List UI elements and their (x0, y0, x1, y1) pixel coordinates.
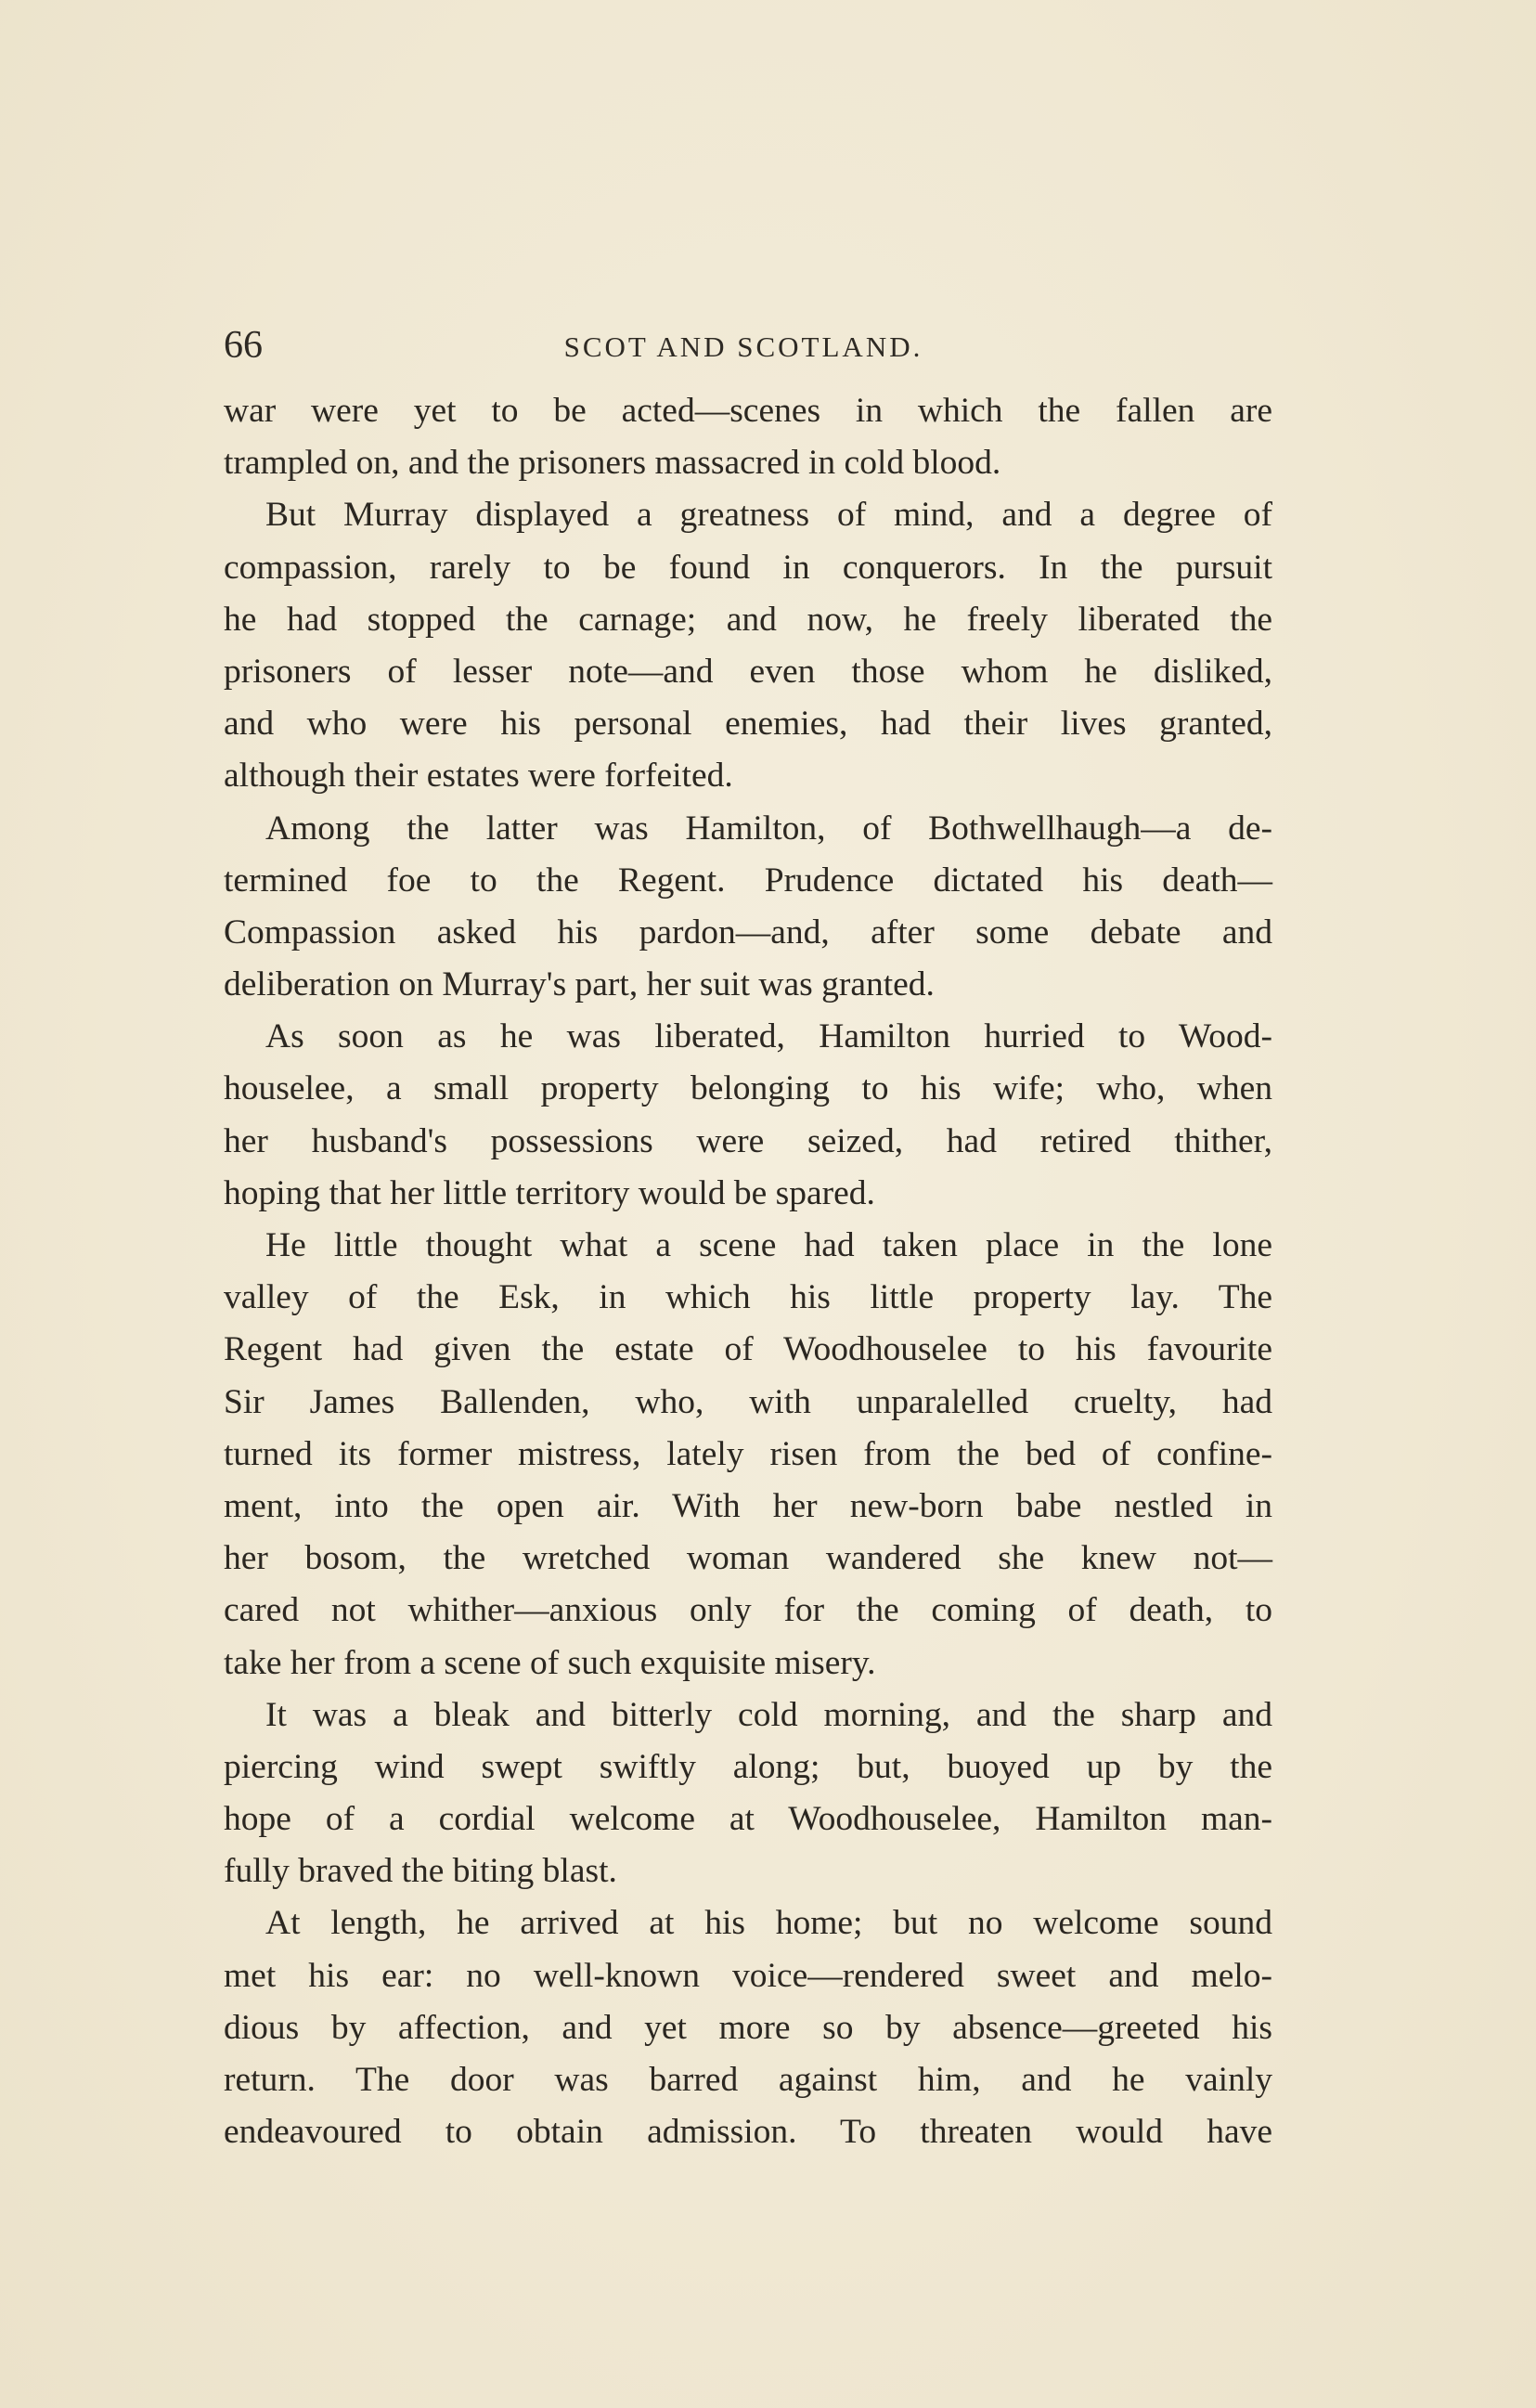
text-line: return. The door was barred against him, and he vainly (224, 2061, 1272, 2099)
text-line: although their estates were forfeited. (224, 757, 733, 796)
text-line: It was a bleak and bitterly cold morning, and the sharp and (265, 1695, 1272, 1734)
text-line: her husband's possessions were seized, had retired thither, (224, 1121, 1272, 1160)
text-line: turned its former mistress, lately risen from the bed of confine- (224, 1434, 1272, 1473)
text-line: cared not whither—anxious only for the coming of death, to (224, 1591, 1272, 1630)
text-line: compassion, rarely to be found in conquerors. In the pursuit (224, 548, 1272, 587)
text-line: war were yet to be acted—scenes in which the fallen are (224, 392, 1272, 430)
text-line: he had stopped the carnage; and now, he freely liberated the (224, 600, 1272, 639)
text-line: fully braved the biting blast. (224, 1852, 617, 1891)
text-line: piercing wind swept swiftly along; but, buoyed up by the (224, 1747, 1272, 1786)
text-line: houselee, a small property belonging to his wife; who, when (224, 1069, 1272, 1108)
text-line: Compassion asked his pardon—and, after some debate and (224, 913, 1272, 952)
text-line: and who were his personal enemies, had their lives granted, (224, 705, 1272, 744)
text-line: endeavoured to obtain admission. To threaten would have (224, 2113, 1272, 2152)
text-line: her bosom, the wretched woman wandered she knew not— (224, 1539, 1272, 1578)
text-line: deliberation on Murray's part, her suit was granted. (224, 965, 935, 1004)
text-line: met his ear: no well-known voice—rendered sweet and melo- (224, 1956, 1272, 1995)
text-line: At length, he arrived at his home; but no welcome sound (265, 1904, 1272, 1943)
text-line: Regent had given the estate of Woodhouselee to his favourite (224, 1330, 1272, 1369)
body-text (224, 385, 1272, 2158)
running-head: SCOT AND SCOTLAND. (563, 330, 923, 363)
text-line: termined foe to the Regent. Prudence dictated his death— (224, 861, 1272, 900)
page-number: 66 (224, 324, 263, 367)
text-line: He little thought what a scene had taken place in the lone (265, 1226, 1272, 1264)
text-line: trampled on, and the prisoners massacred in cold blood. (224, 444, 1001, 483)
text-line: prisoners of lesser note—and even those whom he disliked, (224, 652, 1272, 691)
text-line: Among the latter was Hamilton, of Bothwellhaugh—a de- (265, 809, 1272, 848)
text-line: hope of a cordial welcome at Woodhouselee, Hamilton man- (224, 1800, 1272, 1839)
text-line: Sir James Ballenden, who, with unparalelled cruelty, had (224, 1382, 1272, 1421)
text-line: valley of the Esk, in which his little property lay. The (224, 1278, 1272, 1317)
page-header (224, 317, 1263, 373)
text-line: hoping that her little territory would be spared. (224, 1173, 875, 1212)
text-line: As soon as he was liberated, Hamilton hurried to Wood- (265, 1017, 1272, 1056)
text-line: dious by affection, and yet more so by absence—greeted his (224, 2008, 1272, 2047)
text-line: But Murray displayed a greatness of mind, and a degree of (265, 496, 1272, 535)
text-line: take her from a scene of such exquisite misery. (224, 1643, 876, 1682)
text-line: ment, into the open air. With her new-born babe nestled in (224, 1486, 1272, 1525)
